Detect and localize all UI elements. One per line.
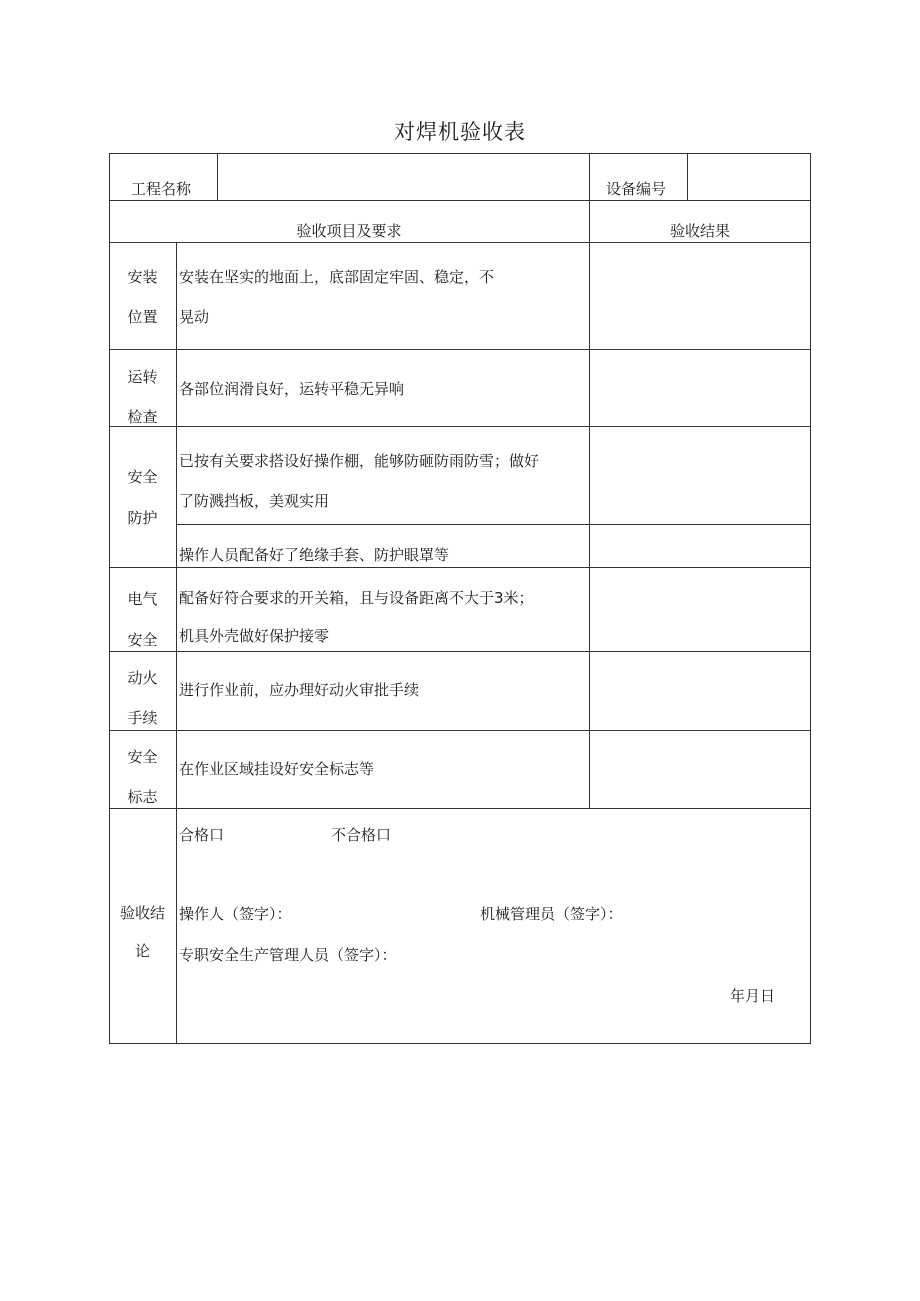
row-divider [109,242,811,243]
acceptance-table [109,153,811,1044]
project-name-label: 工程名称 [131,180,192,198]
category-safety-protection: 防护 [127,509,158,527]
column-header-items: 验收项目及要求 [296,222,402,240]
table-border-bottom [109,1043,811,1044]
category-safety-signs: 安全 [127,748,158,766]
operator-signature[interactable]: 操作人（签字）： [179,905,292,923]
row-divider [176,524,811,525]
requirement-text: 机具外壳做好保护接零 [179,627,330,645]
equipment-no-label: 设备编号 [606,180,667,198]
mech-manager-signature[interactable]: 机械管理员（签字）： [480,905,623,923]
row-divider [109,200,811,201]
table-border-top [109,153,811,154]
requirement-text: 配备好符合要求的开关箱，且与设备距离不大于3米； [179,589,534,607]
requirement-text: 在作业区域挂设好安全标志等 [179,760,375,778]
requirement-text: 安装在坚实的地面上，底部固定牢固、稳定，不 [179,268,495,286]
col-divider [176,242,177,1043]
category-safety-signs: 标志 [127,788,158,806]
requirement-text: 各部位润滑良好，运转平稳无异响 [179,380,405,398]
col-divider [687,153,688,200]
date-field[interactable]: 年月日 [730,987,776,1005]
category-safety-protection: 安全 [127,468,158,486]
category-electrical-safety: 电气 [127,590,158,608]
safety-manager-signature[interactable]: 专职安全生产管理人员（签字）： [179,946,397,964]
row-divider [109,426,811,427]
table-border-right [810,153,811,1044]
requirement-text: 了防溅挡板，美观实用 [179,492,330,510]
requirement-text: 进行作业前，应办理好动火审批手续 [179,681,420,699]
pass-checkbox[interactable]: 合格口 [179,826,225,844]
row-divider [109,730,811,731]
category-install-position: 安装 [127,268,158,286]
row-divider [109,808,811,809]
column-header-result: 验收结果 [669,222,730,240]
category-electrical-safety: 安全 [127,631,158,649]
requirement-text: 已按有关要求搭设好操作棚，能够防砸防雨防雪；做好 [179,452,540,470]
conclusion-label: 论 [134,942,150,960]
conclusion-label: 验收结 [119,904,165,922]
equipment-no-field[interactable] [695,179,803,199]
category-operation-check: 运转 [127,368,158,386]
row-divider [109,651,811,652]
project-name-field[interactable] [224,179,579,199]
page-title: 对焊机验收表 [394,120,526,144]
requirement-text: 操作人员配备好了绝缘手套、防护眼罩等 [179,546,450,564]
category-install-position: 位置 [127,308,158,326]
col-divider [217,153,218,200]
category-hot-work: 动火 [127,669,158,687]
fail-checkbox[interactable]: 不合格口 [331,826,392,844]
row-divider [109,567,811,568]
category-operation-check: 检查 [127,408,158,426]
col-divider [589,153,590,808]
requirement-text: 晃动 [179,308,210,326]
category-hot-work: 手续 [127,709,158,727]
row-divider [109,349,811,350]
